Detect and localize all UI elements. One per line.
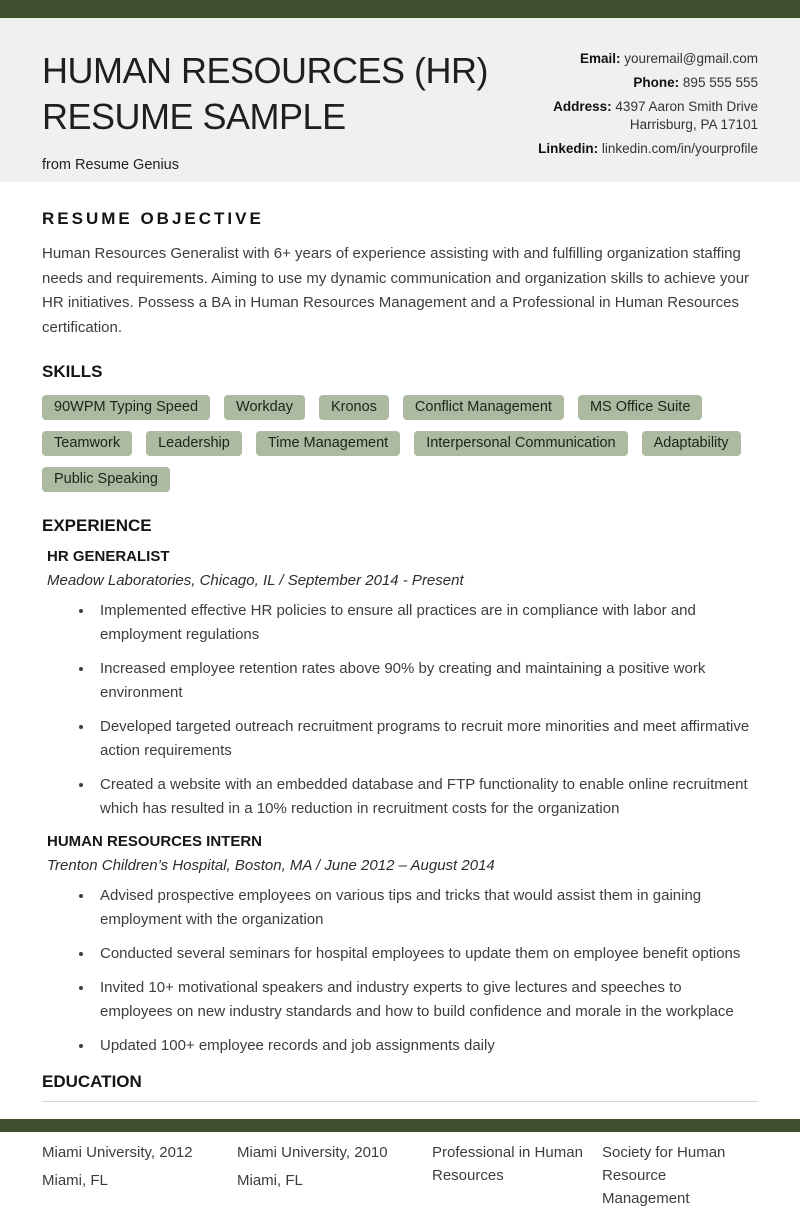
- skill-tag: Time Management: [256, 431, 400, 456]
- education-entry-line1: Miami University, 2012: [42, 1144, 193, 1161]
- contact-row-address: [538, 98, 758, 134]
- education-entry-line1: Miami University, 2010: [237, 1144, 388, 1161]
- contact-block: [538, 48, 758, 162]
- objective-heading: RESUME OBJECTIVE: [42, 209, 264, 228]
- top-accent-bar: [0, 0, 800, 18]
- skills-tag-list: [42, 395, 758, 492]
- job-bullet: • Updated 100+ employee records and job assignments daily: [94, 1034, 758, 1058]
- job-bullet: • Created a website with an embedded database and FTP functionality to enable online recruitment which has resulted in a 10% reduction in recruitment costs for the organization: [94, 773, 758, 821]
- job-bullet-list: [42, 884, 758, 1058]
- objective-text: Human Resources Generalist with 6+ years of experience assisting with and fulfilling organization staffing needs and requirements. Aiming to use my dynamic communication and organization skills to achieve your HR initiatives. Possess a BA in Human Resources Management and a Professional in Human Resources certification.: [42, 245, 750, 336]
- resume-body: [0, 209, 800, 1215]
- skill-tag: MS Office Suite: [578, 395, 702, 420]
- skill-tag: Teamwork: [42, 431, 132, 456]
- bottom-accent-bar: [0, 1119, 800, 1132]
- page-title-line1: HUMAN RESOURCES (HR): [42, 50, 489, 91]
- skill-tag: 90WPM Typing Speed: [42, 395, 210, 420]
- job-bullet: • Increased employee retention rates above 90% by creating and maintaining a positive work environment: [94, 657, 758, 705]
- contact-value-address-line2: Harrisburg, PA 17101: [629, 117, 758, 132]
- skill-tag: Kronos: [319, 395, 389, 420]
- education-entry-line1: Society for Human Resource Management: [602, 1144, 726, 1207]
- contact-value-email: youremail@gmail.com: [624, 51, 758, 66]
- skill-tag: Public Speaking: [42, 467, 170, 492]
- header-left: [42, 48, 489, 173]
- page-title: [42, 48, 488, 140]
- education-entry-line2: Miami, FL: [237, 1172, 303, 1189]
- job-bullet: • Advised prospective employees on various tips and tricks that would assist them in gaining employment with the organization: [94, 884, 758, 932]
- experience-heading: EXPERIENCE: [42, 516, 152, 535]
- skill-tag: Conflict Management: [403, 395, 564, 420]
- contact-value-linkedin: linkedin.com/in/yourprofile: [601, 141, 758, 156]
- contact-row-phone: [538, 74, 758, 92]
- skill-tag: Adaptability: [642, 431, 741, 456]
- skills-heading: SKILLS: [42, 362, 103, 381]
- job-meta: Meadow Laboratories, Chicago, IL / September 2014 - Present: [47, 572, 464, 589]
- resume-header: [0, 18, 800, 182]
- contact-label-address: Address:: [553, 99, 612, 114]
- education-entry-line2: Miami, FL: [42, 1172, 108, 1189]
- contact-value-phone: 895 555 555: [682, 75, 758, 90]
- page-title-line2: RESUME SAMPLE: [42, 96, 346, 137]
- job-bullet-list: [42, 599, 758, 821]
- contact-row-email: [538, 50, 758, 68]
- job-title: HR GENERALIST: [47, 548, 170, 565]
- job-bullet: • Conducted several seminars for hospital employees to update them on employee benefit options: [94, 942, 758, 966]
- contact-value-address-line1: 4397 Aaron Smith Drive: [615, 99, 758, 114]
- contact-row-linkedin: [538, 140, 758, 158]
- job-bullet: • Implemented effective HR policies to ensure all practices are in compliance with labor and employment regulations: [94, 599, 758, 647]
- education-entry-line1: Professional in Human Resources: [432, 1144, 583, 1184]
- job-bullet: • Developed targeted outreach recruitment programs to recruit more minorities and meet affirmative action requirements: [94, 715, 758, 763]
- job-entry-hr-generalist: [42, 548, 758, 821]
- job-title: HUMAN RESOURCES INTERN: [47, 833, 263, 850]
- education-heading: EDUCATION: [42, 1072, 142, 1091]
- contact-label-phone: Phone:: [633, 75, 680, 90]
- contact-label-email: Email:: [579, 51, 621, 66]
- education-divider: [42, 1101, 758, 1102]
- header-subtitle: from Resume Genius: [42, 157, 179, 173]
- skill-tag: Workday: [224, 395, 305, 420]
- job-meta: Trenton Children’s Hospital, Boston, MA / June 2012 – August 2014: [47, 857, 495, 874]
- skill-tag: Interpersonal Communication: [414, 431, 627, 456]
- contact-label-linkedin: Linkedin:: [538, 141, 599, 156]
- job-bullet: • Invited 10+ motivational speakers and industry experts to give lectures and speeches to employees on new industry standards and how to build confidence and morale in the workplace: [94, 976, 758, 1024]
- job-entry-hr-intern: [42, 833, 758, 1058]
- skill-tag: Leadership: [146, 431, 242, 456]
